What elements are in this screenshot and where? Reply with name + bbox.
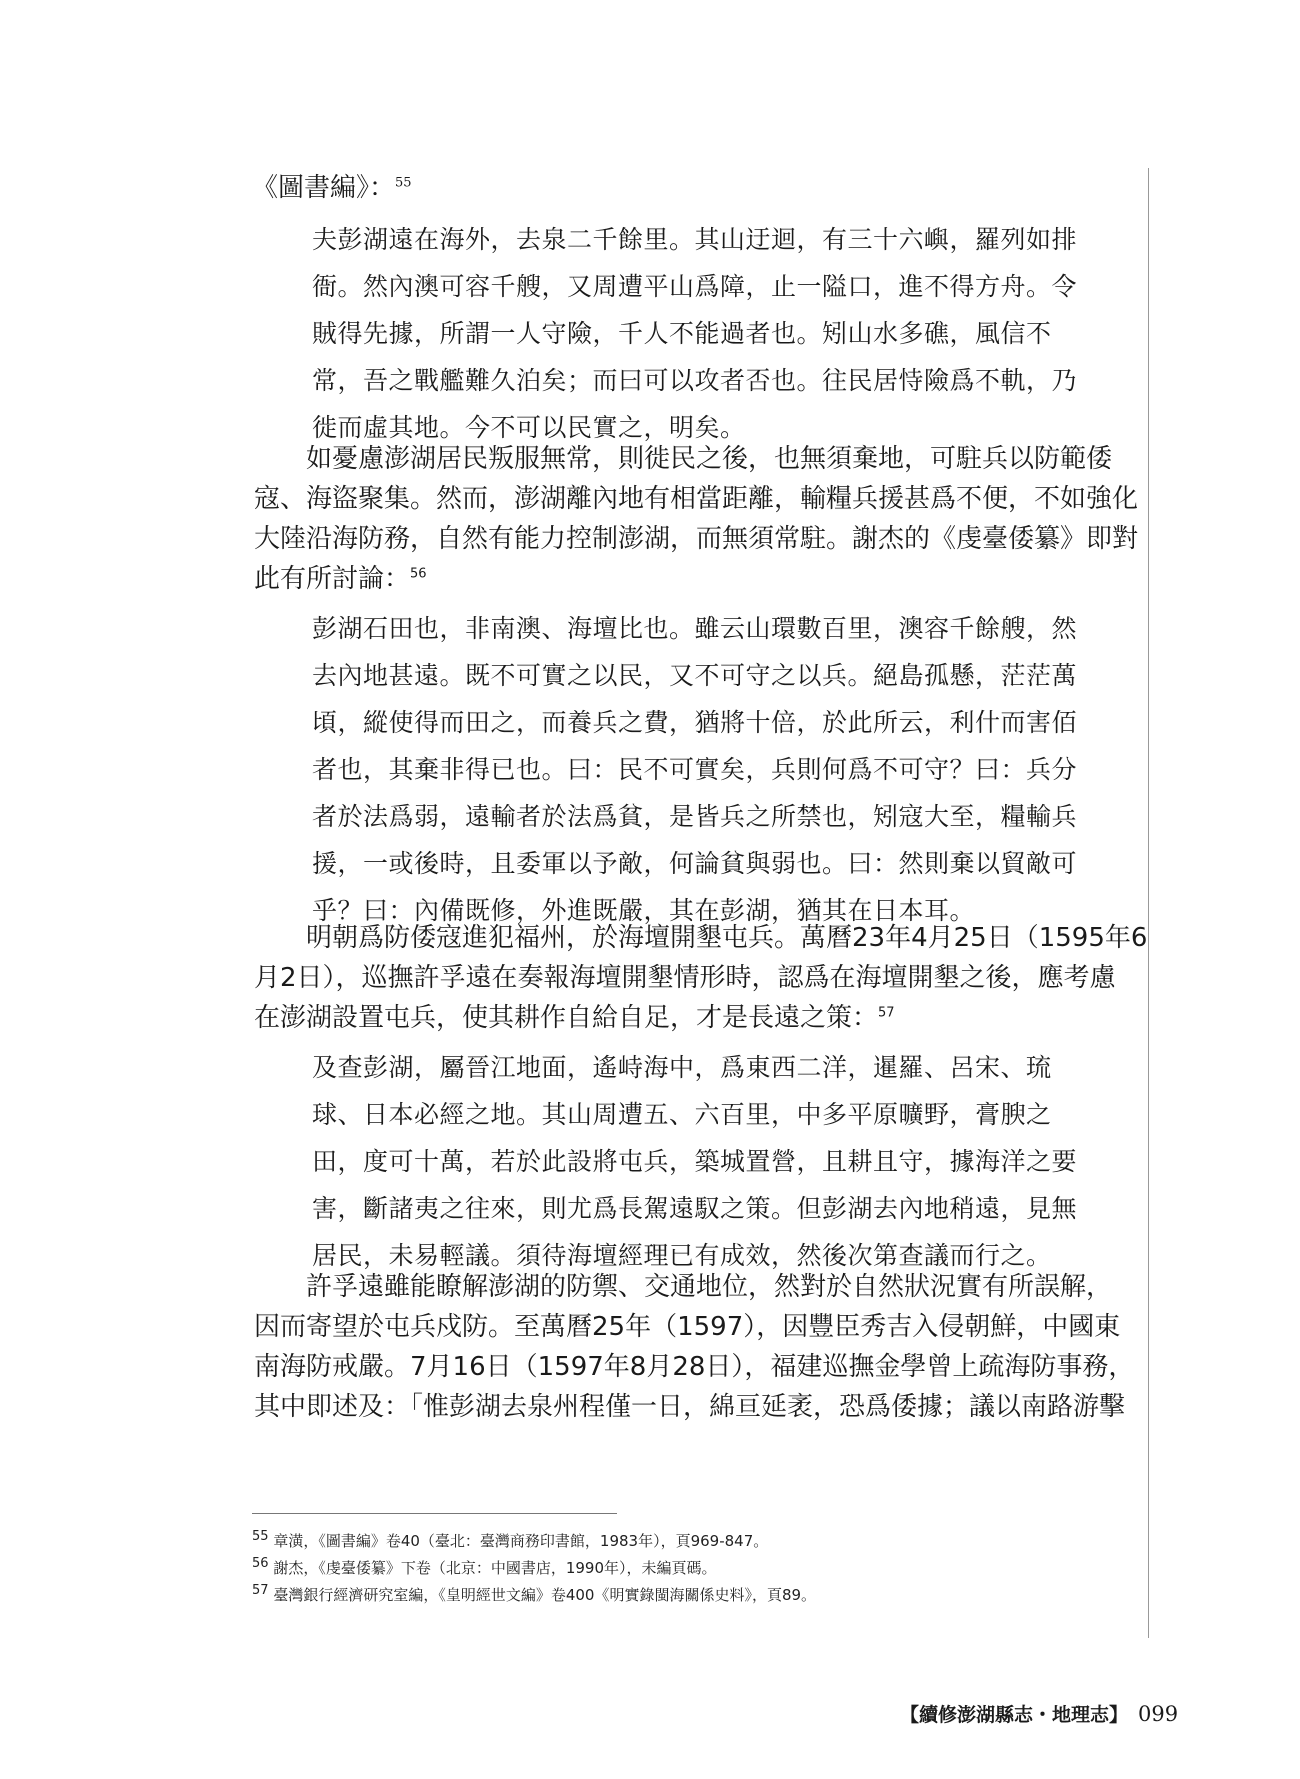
quote-line: 援，一或後時，且委軍以予敵，何論貧與弱也。曰：然則棄以貿敵可 xyxy=(312,849,1078,878)
book-title: 【續修澎湖縣志・地理志】 xyxy=(900,1704,1129,1726)
para-line: 大陸沿海防務，自然有能力控制澎湖，而無須常駐。謝杰的《虔臺倭纂》即對 xyxy=(254,524,1139,554)
quote-line: 田，度可十萬，若於此設將屯兵，築城置營，且耕且守，據海洋之要 xyxy=(312,1147,1078,1176)
footnote-text: 臺灣銀行經濟研究室編，《皇明經世文編》卷400《明實錄閩海關係史料》，頁89。 xyxy=(273,1586,817,1604)
source-heading xyxy=(252,170,412,206)
para-line-last xyxy=(254,998,1134,1038)
quote-line: 球、日本必經之地。其山周遭五、六百里，中多平原曠野，膏腴之 xyxy=(312,1100,1052,1129)
footnote-text: 謝杰，《虔臺倭纂》下卷（北京：中國書店，1990年），未編頁碼。 xyxy=(273,1559,717,1577)
footnote-57 xyxy=(252,1582,1132,1609)
page-number: 099 xyxy=(1138,1702,1179,1726)
block-quote-1 xyxy=(312,216,1102,451)
quote-line: 賊得先據，所謂一人守險，千人不能過者也。矧山水多礁，風信不 xyxy=(312,319,1052,348)
paragraph-2 xyxy=(254,918,1148,1038)
para-line: 因而寄望於屯兵戍防。至萬曆25年（1597），因豐臣秀吉入侵朝鮮，中國東 xyxy=(254,1312,1121,1342)
para-line: 如憂慮澎湖居民叛服無常，則徙民之後，也無須棄地，可駐兵以防範倭 xyxy=(306,444,1113,474)
para-line: 月2日），巡撫許孚遠在奏報海壇開墾情形時，認爲在海壇開墾之後，應考慮 xyxy=(254,963,1116,993)
para-text: 在澎湖設置屯兵，使其耕作自給自足，才是長遠之策： xyxy=(254,1003,879,1033)
quote-line: 及查彭湖，屬晉江地面，遙峙海中，爲東西二洋，暹羅、呂宋、琉 xyxy=(312,1053,1052,1082)
block-quote-3 xyxy=(312,1044,1102,1279)
quote-line: 害，斷諸夷之往來，則尤爲長駕遠馭之策。但彭湖去內地稍遠，見無 xyxy=(312,1194,1078,1223)
quote-line: 彭湖石田也，非南澳、海壇比也。雖云山環數百里，澳容千餘艘，然 xyxy=(312,614,1078,643)
para-line: 明朝爲防倭寇進犯福州，於海壇開墾屯兵。萬曆23年4月25日（1595年6 xyxy=(306,923,1148,953)
heading-text: 《圖書編》： xyxy=(252,173,396,203)
para-line: 其中即述及：「惟彭湖去泉州程僅一日，綿亘延袤，恐爲倭據；議以南路游擊 xyxy=(254,1392,1126,1422)
footnote-number: 55 xyxy=(252,1529,269,1544)
footnote-number: 56 xyxy=(252,1556,269,1571)
para-line: 許孚遠雖能瞭解澎湖的防禦、交通地位，然對於自然狀況實有所誤解， xyxy=(306,1272,1113,1302)
quote-line: 者於法爲弱，遠輸者於法爲貧，是皆兵之所禁也，矧寇大至，糧輸兵 xyxy=(312,802,1078,831)
footnote-ref: 56 xyxy=(410,566,427,582)
quote-line: 去內地甚遠。既不可實之以民，又不可守之以兵。絕島孤懸，茫茫萬 xyxy=(312,661,1078,690)
footnote-ref: 57 xyxy=(878,1005,895,1021)
para-text: 此有所討論： xyxy=(254,564,411,594)
quote-line: 居民，未易輕議。須待海壇經理已有成效，然後次第查議而行之。 xyxy=(312,1241,1052,1270)
paragraph-1 xyxy=(254,439,1139,599)
quote-line: 者也，其棄非得已也。曰：民不可實矣，兵則何爲不可守？曰：兵分 xyxy=(312,755,1078,784)
quote-line: 乎？曰：內備既修，外進既嚴，其在彭湖，猶其在日本耳。 xyxy=(312,896,976,925)
para-line: 南海防戒嚴。7月16日（1597年8月28日），福建巡撫金學曾上疏海防事務， xyxy=(254,1352,1135,1382)
para-line-last xyxy=(254,559,1134,599)
footnotes xyxy=(252,1528,1132,1609)
block-quote-2 xyxy=(312,605,1102,934)
running-footer xyxy=(900,1700,1179,1727)
footnote-text: 章潢，《圖書編》卷40（臺北：臺灣商務印書館，1983年），頁969-847。 xyxy=(273,1532,769,1550)
quote-line: 頃，縱使得而田之，而養兵之費，猶將十倍，於此所云，利什而害佰 xyxy=(312,708,1078,737)
footnote-56 xyxy=(252,1555,1132,1582)
footnote-ref: 55 xyxy=(395,175,412,191)
margin-rule xyxy=(1148,168,1149,1638)
paragraph-3 xyxy=(254,1267,1134,1427)
footnote-55 xyxy=(252,1528,1132,1555)
quote-line: 夫彭湖遠在海外，去泉二千餘里。其山迂迴，有三十六嶼，羅列如排 xyxy=(312,225,1078,254)
footnote-separator xyxy=(252,1513,617,1514)
quote-line: 衙。然內澳可容千艘，又周遭平山爲障，止一隘口，進不得方舟。令 xyxy=(312,272,1078,301)
para-line: 寇、海盜聚集。然而，澎湖離內地有相當距離，輸糧兵援甚爲不便，不如強化 xyxy=(254,484,1139,514)
quote-line: 徙而虛其地。今不可以民實之，明矣。 xyxy=(312,413,746,442)
quote-line: 常，吾之戰艦難久泊矣；而曰可以攻者否也。往民居恃險爲不軌，乃 xyxy=(312,366,1078,395)
footnote-number: 57 xyxy=(252,1583,269,1598)
